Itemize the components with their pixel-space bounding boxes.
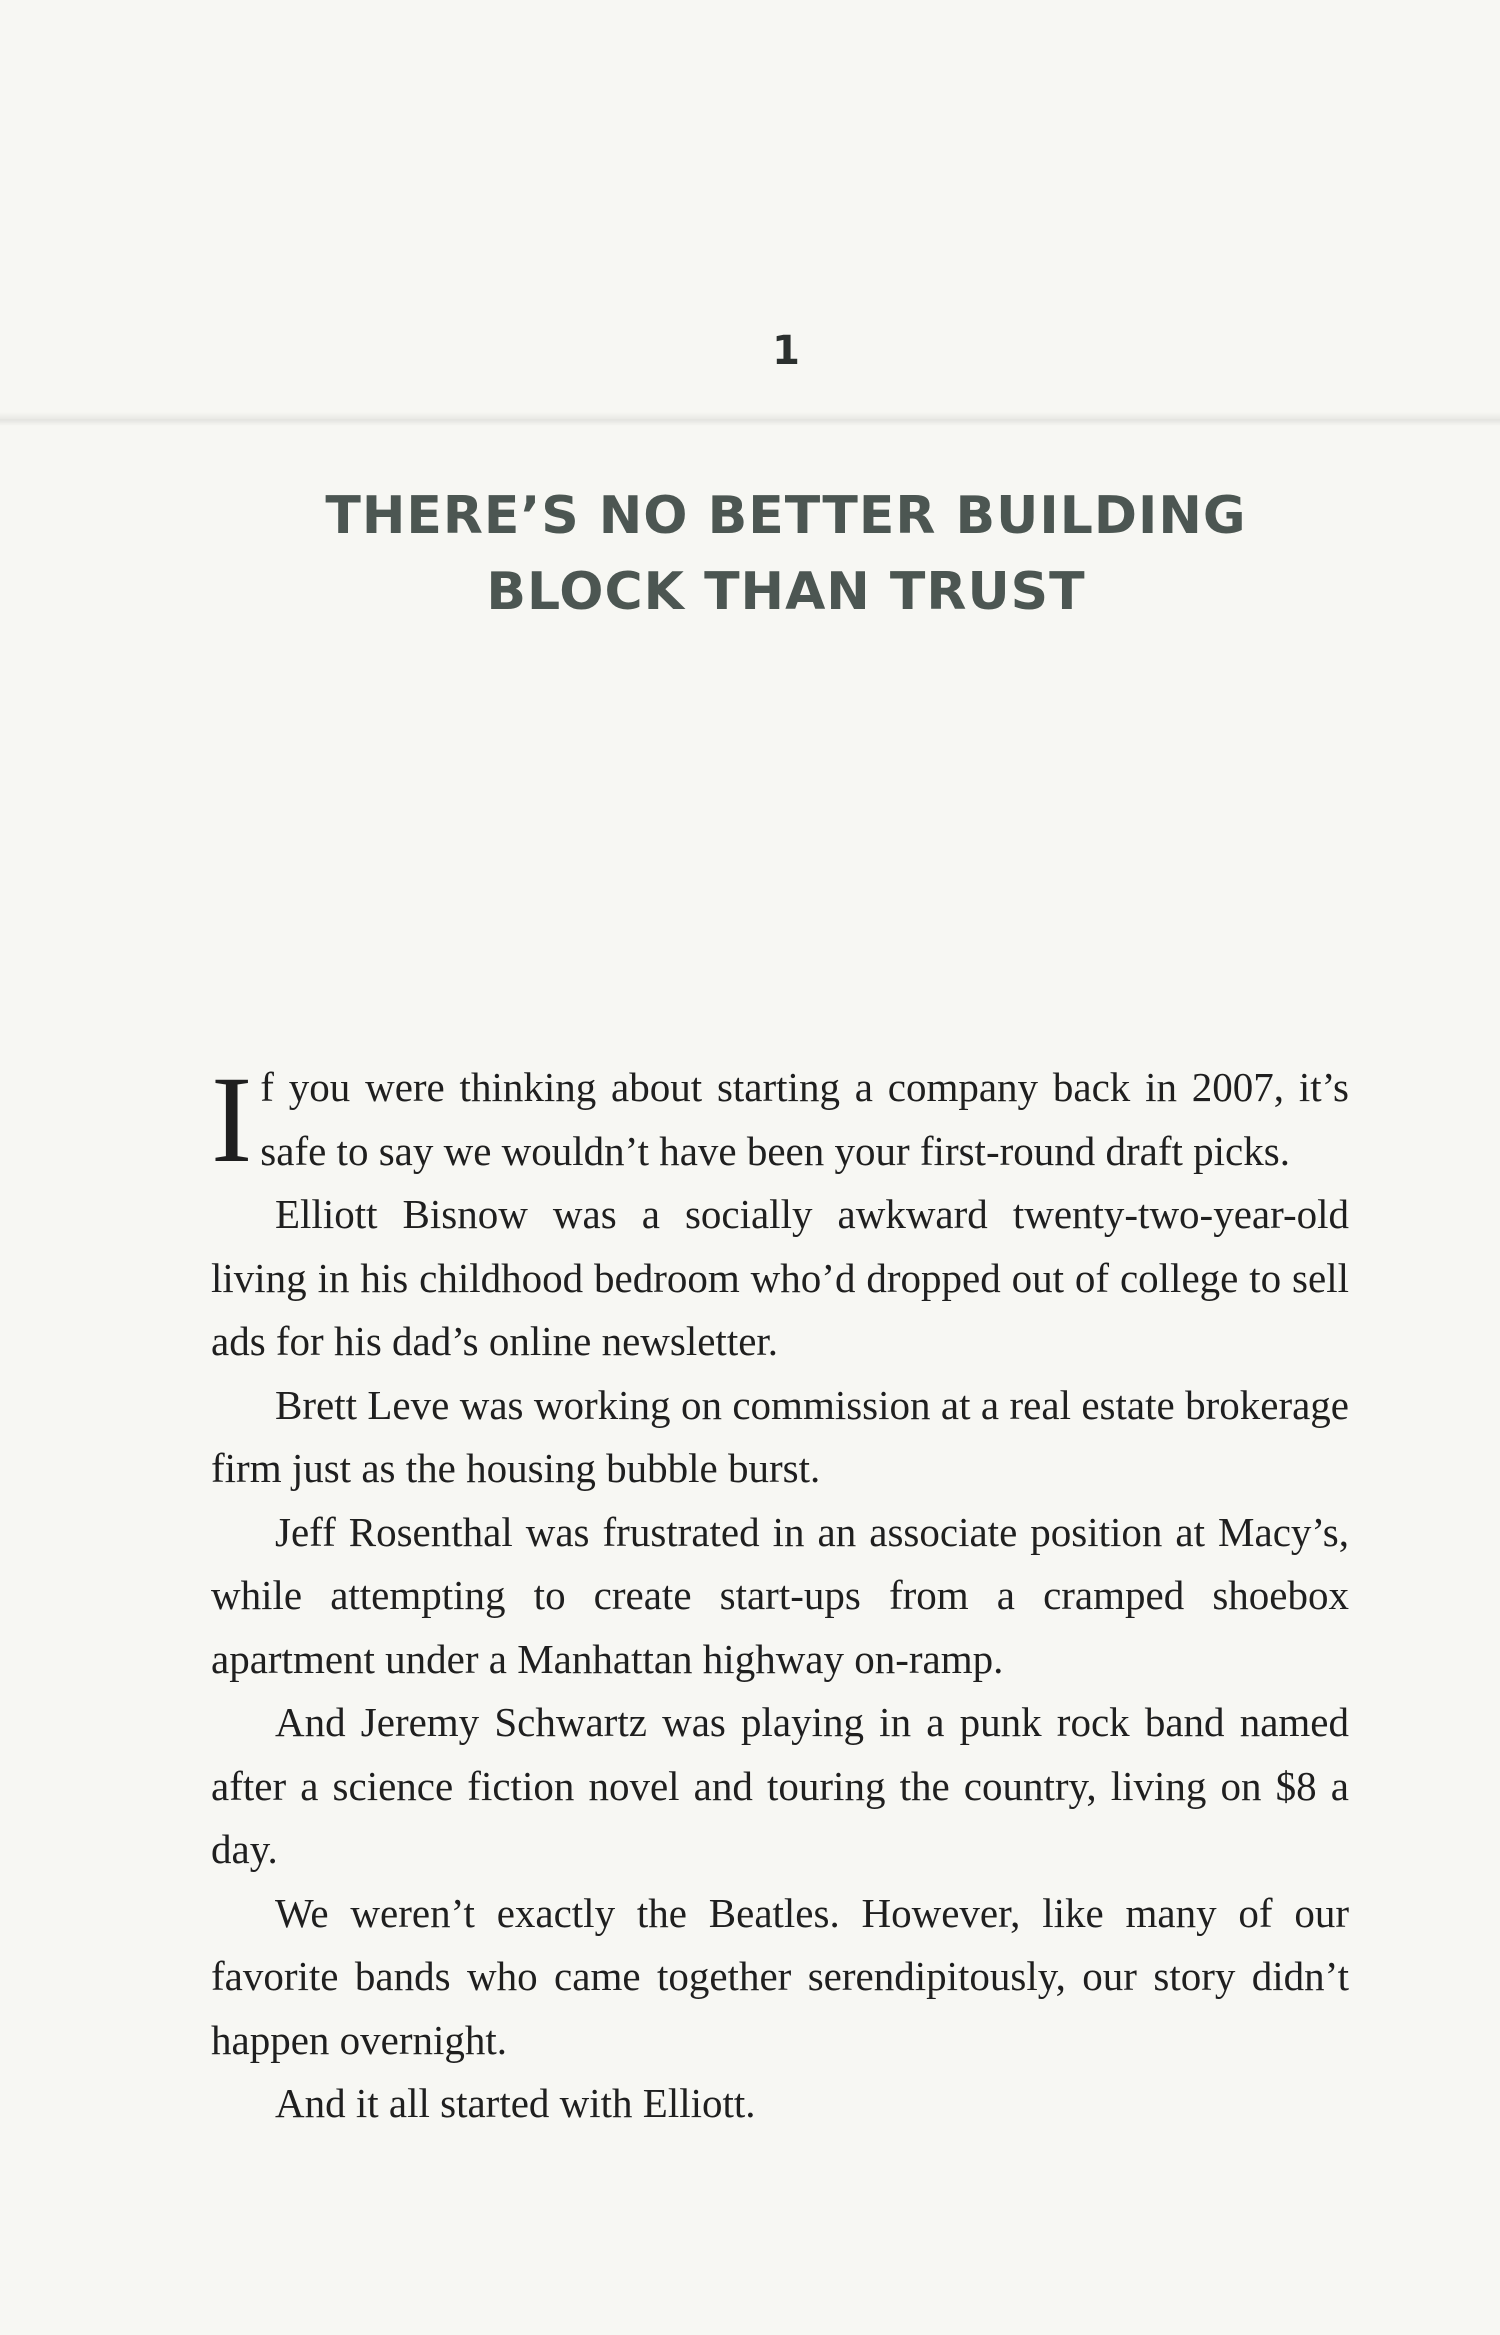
- page-crease: [0, 412, 1500, 426]
- chapter-title: [0, 478, 1500, 630]
- drop-cap: I: [211, 1051, 253, 1188]
- paragraph-7: And it all started with Elliott.: [275, 2080, 756, 2126]
- paragraph-5: And Jeremy Schwartz was playing in a punk rock band named after a science fiction novel and touring the country, living on $8 a day.: [211, 1699, 1349, 1872]
- chapter-number: 1: [772, 328, 800, 374]
- paragraph-6: We weren’t exactly the Beatles. However, like many of our favorite bands who came together serendipitously, our story didn’t happen overnight.: [211, 1889, 1349, 2063]
- body-text: [211, 1051, 1349, 2136]
- paragraph-1: [211, 1051, 1349, 1188]
- chapter-title-line-2: BLOCK THAN TRUST: [486, 562, 1086, 622]
- paragraph-1-text: f you were thinking about starting a company back in 2007, it’s safe to say we wouldn’t have been your first-round draft picks.: [260, 1064, 1349, 1174]
- paragraph-3: Brett Leve was working on commission at a real estate brokerage firm just as the housing bubble burst.: [211, 1381, 1349, 1491]
- paragraph-4: Jeff Rosenthal was frustrated in an associate position at Macy’s, while attempting to create start-ups from a cramped shoebox apartment under a Manhattan highway on-ramp.: [211, 1508, 1349, 1682]
- paragraph-2: Elliott Bisnow was a socially awkward twenty-two-year-old living in his childhood bedroom who’d dropped out of college to sell ads for his dad’s online newsletter.: [211, 1191, 1349, 1364]
- chapter-title-line-1: THERE’S NO BETTER BUILDING: [325, 486, 1247, 546]
